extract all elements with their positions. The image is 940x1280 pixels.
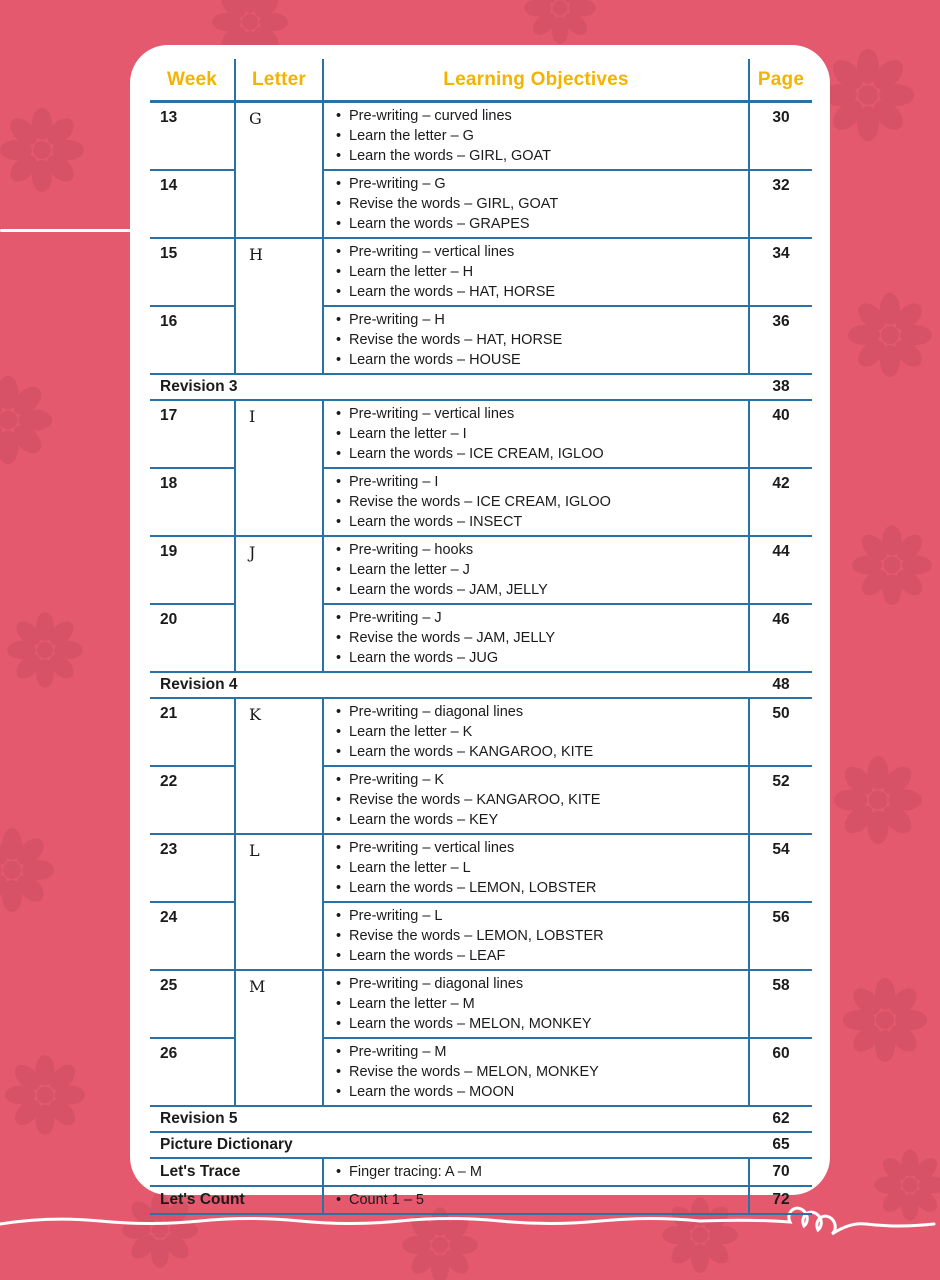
objective-item — [336, 770, 740, 790]
page-cell: 50 — [750, 699, 812, 767]
week-cell: 14 — [150, 171, 236, 237]
objective-text: Pre-writing – curved lines — [349, 108, 512, 124]
objective-item — [336, 878, 740, 898]
bullet-icon: • — [336, 426, 342, 442]
bullet-icon: • — [336, 406, 342, 422]
objectives-cell — [324, 307, 750, 373]
objective-item — [336, 560, 740, 580]
objective-text: Pre-writing – I — [349, 474, 439, 490]
header-page: Page — [757, 68, 805, 90]
objectives-cell — [324, 171, 750, 237]
bullet-icon: • — [336, 1044, 342, 1060]
objectives-cell — [324, 1187, 750, 1213]
bullet-icon: • — [336, 1164, 342, 1180]
section-row — [150, 375, 812, 401]
objectives-list — [336, 404, 740, 464]
objective-text: Learn the words – JAM, JELLY — [349, 582, 548, 598]
objective-item — [336, 648, 740, 668]
objectives-list — [336, 174, 740, 234]
bullet-icon: • — [336, 1016, 342, 1032]
bullet-icon: • — [336, 812, 342, 828]
objective-item — [336, 790, 740, 810]
objective-text: Revise the words – ICE CREAM, IGLOO — [349, 494, 611, 510]
objectives-cell — [324, 1039, 750, 1105]
objective-item — [336, 946, 740, 966]
section-label: Revision 4 — [160, 676, 238, 693]
week-cell: 17 — [150, 401, 236, 469]
bullet-icon: • — [336, 284, 342, 300]
week-cell: 22 — [150, 767, 236, 833]
objective-item — [336, 1042, 740, 1062]
section-row — [150, 1133, 812, 1159]
objective-text: Pre-writing – vertical lines — [349, 244, 515, 260]
objective-text: Learn the letter – I — [349, 426, 467, 442]
objective-text: Pre-writing – K — [349, 772, 445, 788]
objective-item — [336, 1014, 740, 1034]
objective-text: Pre-writing – diagonal lines — [349, 976, 524, 992]
objective-item — [336, 838, 740, 858]
bullet-icon: • — [336, 792, 342, 808]
section-row — [150, 673, 812, 699]
bullet-icon: • — [336, 1064, 342, 1080]
bullet-icon: • — [336, 264, 342, 280]
objective-text: Revise the words – MELON, MONKEY — [349, 1064, 599, 1080]
objective-text: Learn the words – INSECT — [349, 514, 523, 530]
week-cell: 20 — [150, 605, 236, 671]
objective-item — [336, 742, 740, 762]
objectives-list — [336, 1190, 740, 1210]
objective-item — [336, 146, 740, 166]
objective-item — [336, 702, 740, 722]
page-cell: 46 — [772, 611, 790, 628]
objective-item — [336, 722, 740, 742]
table-header — [150, 59, 812, 103]
objective-item — [336, 810, 740, 830]
section-label: Revision 3 — [160, 378, 238, 395]
objective-item — [336, 350, 740, 370]
letter-group — [150, 103, 812, 239]
bullet-icon: • — [336, 582, 342, 598]
objectives-cell — [324, 835, 750, 903]
objective-text: Revise the words – KANGAROO, KITE — [349, 792, 601, 808]
week-cell: 25 — [150, 971, 236, 1039]
week-cell: 13 — [150, 103, 236, 171]
section-row — [150, 1107, 812, 1133]
objectives-list — [336, 906, 740, 966]
objectives-list — [336, 472, 740, 532]
objective-item — [336, 628, 740, 648]
letter-group — [150, 971, 812, 1107]
activity-row — [150, 1159, 812, 1187]
objective-text: Pre-writing – vertical lines — [349, 406, 515, 422]
bullet-icon: • — [336, 1192, 342, 1208]
objective-item — [336, 310, 740, 330]
objectives-cell — [324, 699, 750, 767]
page-cell: 30 — [750, 103, 812, 171]
letter-group — [150, 239, 812, 375]
page-cell: 40 — [750, 401, 812, 469]
objective-text: Learn the letter – L — [349, 860, 471, 876]
page-cell: 36 — [772, 313, 790, 330]
objective-text: Learn the letter – H — [349, 264, 474, 280]
page-cell: 32 — [772, 177, 790, 194]
page-cell: 52 — [772, 773, 790, 790]
objectives-list — [336, 838, 740, 898]
letter-cell: J — [236, 537, 324, 671]
bullet-icon: • — [336, 148, 342, 164]
bullet-icon: • — [336, 948, 342, 964]
page-cell: 38 — [772, 378, 790, 395]
objective-text: Pre-writing – G — [349, 176, 446, 192]
objective-text: Revise the words – JAM, JELLY — [349, 630, 556, 646]
bullet-icon: • — [336, 542, 342, 558]
objective-item — [336, 1082, 740, 1102]
objective-item — [336, 174, 740, 194]
objective-text: Learn the letter – M — [349, 996, 475, 1012]
bullet-icon: • — [336, 880, 342, 896]
week-cell: 21 — [150, 699, 236, 767]
bullet-icon: • — [336, 332, 342, 348]
objectives-cell — [324, 605, 750, 671]
week-cell: 19 — [150, 537, 236, 605]
page-cell: 34 — [750, 239, 812, 307]
bullet-icon: • — [336, 446, 342, 462]
page-cell: 65 — [772, 1136, 790, 1153]
bullet-icon: • — [336, 108, 342, 124]
objective-item — [336, 242, 740, 262]
header-objectives: Learning Objectives — [324, 59, 750, 100]
bullet-icon: • — [336, 860, 342, 876]
contents-card — [130, 45, 830, 1208]
week-cell: 18 — [150, 469, 236, 535]
objectives-list — [336, 242, 740, 302]
objective-item — [336, 424, 740, 444]
objective-item — [336, 404, 740, 424]
objective-item — [336, 512, 740, 532]
objective-item — [336, 1162, 740, 1182]
objective-item — [336, 214, 740, 234]
objective-text: Pre-writing – diagonal lines — [349, 704, 524, 720]
objective-item — [336, 540, 740, 560]
section-label: Revision 5 — [160, 1110, 238, 1127]
letter-cell: I — [236, 401, 324, 535]
bullet-icon: • — [336, 176, 342, 192]
objective-item — [336, 444, 740, 464]
bullet-icon: • — [336, 244, 342, 260]
page-cell: 72 — [772, 1191, 790, 1208]
bullet-icon: • — [336, 514, 342, 530]
page-cell: 48 — [772, 676, 790, 693]
week-cell: 16 — [150, 307, 236, 373]
objectives-list — [336, 106, 740, 166]
page-cell: 58 — [750, 971, 812, 1039]
objectives-cell — [324, 239, 750, 307]
objectives-list — [336, 1162, 740, 1182]
letter-group — [150, 401, 812, 537]
objectives-list — [336, 770, 740, 830]
objective-text: Learn the words – LEAF — [349, 948, 506, 964]
objective-text: Pre-writing – L — [349, 908, 443, 924]
objective-text: Learn the words – HOUSE — [349, 352, 521, 368]
letter-cell: G — [236, 103, 324, 237]
objective-text: Learn the words – JUG — [349, 650, 499, 666]
letter-cell: M — [236, 971, 324, 1105]
objective-item — [336, 282, 740, 302]
objective-item — [336, 106, 740, 126]
page-cell: 62 — [772, 1110, 790, 1127]
letter-group — [150, 699, 812, 835]
objective-text: Learn the letter – J — [349, 562, 470, 578]
header-letter: Letter — [236, 59, 324, 100]
objectives-cell — [324, 469, 750, 535]
bullet-icon: • — [336, 908, 342, 924]
objectives-list — [336, 608, 740, 668]
bullet-icon: • — [336, 352, 342, 368]
activity-label: Let's Count — [150, 1187, 324, 1213]
week-cell: 23 — [150, 835, 236, 903]
objectives-list — [336, 540, 740, 600]
bullet-icon: • — [336, 216, 342, 232]
objective-text: Pre-writing – vertical lines — [349, 840, 515, 856]
letter-cell: L — [236, 835, 324, 969]
bullet-icon: • — [336, 474, 342, 490]
objective-item — [336, 330, 740, 350]
bullet-icon: • — [336, 724, 342, 740]
objective-item — [336, 858, 740, 878]
page-cell: 56 — [772, 909, 790, 926]
objective-text: Revise the words – HAT, HORSE — [349, 332, 563, 348]
objective-text: Learn the letter – K — [349, 724, 473, 740]
objectives-cell — [324, 103, 750, 171]
bullet-icon: • — [336, 1084, 342, 1100]
objectives-cell — [324, 401, 750, 469]
bullet-icon: • — [336, 928, 342, 944]
letter-group — [150, 537, 812, 673]
bullet-icon: • — [336, 196, 342, 212]
page-cell: 60 — [772, 1045, 790, 1062]
objective-text: Learn the words – LEMON, LOBSTER — [349, 880, 597, 896]
objectives-cell — [324, 767, 750, 833]
letter-group — [150, 835, 812, 971]
page-cell: 44 — [750, 537, 812, 605]
bullet-icon: • — [336, 976, 342, 992]
left-decor-line — [0, 229, 133, 232]
objectives-cell — [324, 1159, 750, 1185]
week-cell: 15 — [150, 239, 236, 307]
objective-text: Count 1 – 5 — [349, 1192, 424, 1208]
letter-cell: H — [236, 239, 324, 373]
letter-cell: K — [236, 699, 324, 833]
objective-text: Learn the words – KANGAROO, KITE — [349, 744, 594, 760]
objectives-list — [336, 310, 740, 370]
objective-item — [336, 926, 740, 946]
objective-text: Pre-writing – J — [349, 610, 442, 626]
objectives-list — [336, 1042, 740, 1102]
header-week: Week — [150, 59, 236, 100]
objective-item — [336, 126, 740, 146]
objective-text: Learn the letter – G — [349, 128, 474, 144]
objectives-cell — [324, 903, 750, 969]
objective-item — [336, 974, 740, 994]
bullet-icon: • — [336, 744, 342, 760]
objective-text: Revise the words – GIRL, GOAT — [349, 196, 559, 212]
bullet-icon: • — [336, 562, 342, 578]
objective-item — [336, 194, 740, 214]
activity-row — [150, 1187, 812, 1215]
objective-item — [336, 262, 740, 282]
bullet-icon: • — [336, 996, 342, 1012]
bullet-icon: • — [336, 630, 342, 646]
week-cell: 26 — [150, 1039, 236, 1105]
bullet-icon: • — [336, 610, 342, 626]
objective-item — [336, 472, 740, 492]
page-cell: 42 — [772, 475, 790, 492]
objective-text: Learn the words – HAT, HORSE — [349, 284, 556, 300]
bullet-icon: • — [336, 312, 342, 328]
objective-text: Learn the words – MELON, MONKEY — [349, 1016, 592, 1032]
bullet-icon: • — [336, 704, 342, 720]
bullet-icon: • — [336, 128, 342, 144]
objectives-cell — [324, 537, 750, 605]
objective-text: Pre-writing – hooks — [349, 542, 474, 558]
section-label: Picture Dictionary — [160, 1136, 293, 1153]
week-cell: 24 — [150, 903, 236, 969]
bullet-icon: • — [336, 840, 342, 856]
bullet-icon: • — [336, 494, 342, 510]
objective-item — [336, 1062, 740, 1082]
objective-item — [336, 580, 740, 600]
objective-text: Learn the words – MOON — [349, 1084, 515, 1100]
page-cell: 70 — [772, 1163, 790, 1180]
activity-label: Let's Trace — [150, 1159, 324, 1185]
objective-text: Revise the words – LEMON, LOBSTER — [349, 928, 604, 944]
objective-item — [336, 608, 740, 628]
objective-item — [336, 492, 740, 512]
objectives-list — [336, 974, 740, 1034]
bullet-icon: • — [336, 772, 342, 788]
objective-text: Learn the words – KEY — [349, 812, 499, 828]
objective-text: Learn the words – ICE CREAM, IGLOO — [349, 446, 604, 462]
objective-text: Learn the words – GIRL, GOAT — [349, 148, 552, 164]
objective-item — [336, 994, 740, 1014]
objective-text: Finger tracing: A – M — [349, 1164, 482, 1180]
objective-text: Pre-writing – H — [349, 312, 445, 328]
objective-item — [336, 906, 740, 926]
objective-item — [336, 1190, 740, 1210]
objectives-cell — [324, 971, 750, 1039]
objective-text: Learn the words – GRAPES — [349, 216, 530, 232]
objective-text: Pre-writing – M — [349, 1044, 447, 1060]
table-body — [150, 103, 812, 1215]
objectives-list — [336, 702, 740, 762]
page-cell: 54 — [750, 835, 812, 903]
bullet-icon: • — [336, 650, 342, 666]
